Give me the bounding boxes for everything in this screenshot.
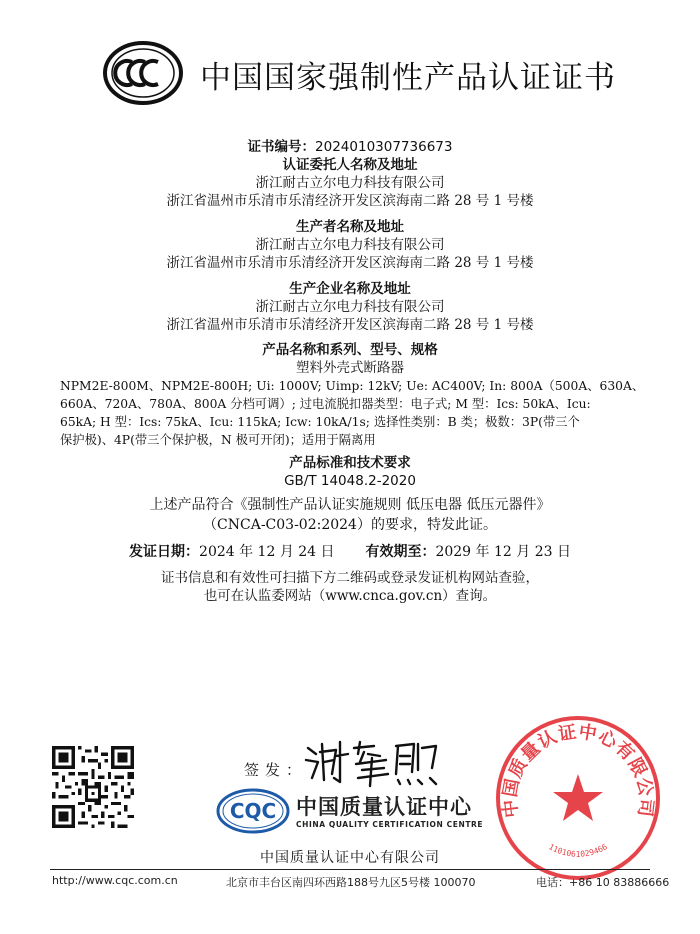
product-scope-line: 保护极)、4P(带三个保护极，N 极可开闭)；适用于隔离用 — [60, 433, 376, 447]
manufacturer-address: 浙江省温州市乐清市乐清经济开发区滨海南二路 28 号 1 号楼 — [166, 255, 534, 271]
manufacturer-heading: 生产者名称及地址 — [296, 219, 404, 235]
certificate-number — [0, 135, 700, 155]
footer-divider — [50, 869, 650, 870]
verification-notice: 证书信息和有效性可扫描下方二维码或登录发证机构网站查验， — [161, 570, 539, 586]
certificate-number-label: 证书编号： — [247, 139, 316, 155]
footer-address: 北京市丰台区南四环西路188号九区5号楼 100070 — [226, 876, 476, 889]
product-scope-line: 65kA; H 型：Ics: 75kA、Icu: 115kA; Icw: 10kA/1s; 选择性类别：B 类；极数：3P(带三个 — [60, 415, 580, 429]
certificate-number-value: 2024010307736673 — [315, 139, 453, 155]
manufacturer-name: 浙江耐古立尔电力科技有限公司 — [255, 237, 445, 253]
product-scope-line: 660A、720A、780A、800A 分档可调）; 过电流脱扣器类型：电子式; M 型：Ics: 50kA、Icu: — [60, 397, 591, 411]
svg-text:CQC: CQC — [229, 799, 277, 823]
product-heading: 产品名称和系列、型号、规格 — [262, 342, 438, 358]
issue-date-label: 发证日期： — [129, 544, 200, 560]
factory-heading: 生产企业名称及地址 — [289, 281, 411, 297]
applicant-address: 浙江省温州市乐清市乐清经济开发区滨海南二路 28 号 1 号楼 — [166, 193, 534, 209]
standard-heading: 产品标准和技术要求 — [289, 455, 411, 471]
handwritten-signature — [302, 734, 452, 790]
product-name: 塑料外壳式断路器 — [296, 360, 404, 376]
applicant-name: 浙江耐古立尔电力科技有限公司 — [255, 175, 445, 191]
certificate-title: 中国国家强制性产品认证证书 — [200, 60, 616, 96]
conformity-statement: 上述产品符合《强制性产品认证实施规则 低压电器 低压元器件》 — [149, 497, 551, 513]
issuer-org-name: 中国质量认证中心有限公司 — [260, 850, 440, 866]
cqc-logo — [216, 788, 290, 834]
svg-text:中国质量认证中心有限公司: 中国质量认证中心有限公司 — [499, 721, 657, 819]
footer-website[interactable]: http://www.cqc.com.cn — [52, 874, 178, 887]
footer-phone: 电话：+86 10 83886666 — [536, 876, 670, 889]
issuer-name-cn: 中国质量认证中心 — [296, 795, 472, 819]
product-scope-line: NPM2E-800M、NPM2E-800H; Ui: 1000V; Uimp: 12kV; Ue: AC400V; In: 800A（500A、630A、 — [60, 379, 645, 393]
issue-date-value: 2024 年 12 月 24 日 — [199, 544, 335, 560]
expiry-date-label: 有效期至： — [365, 544, 436, 560]
verification-notice-2: 也可在认监委网站（www.cnca.gov.cn）查询。 — [203, 588, 497, 604]
issuer-name-en: CHINA QUALITY CERTIFICATION CENTRE — [296, 820, 484, 829]
factory-name: 浙江耐古立尔电力科技有限公司 — [255, 299, 445, 315]
svg-text:1101061029466: 1101061029466 — [547, 842, 609, 859]
expiry-date-value: 2029 年 12 月 23 日 — [435, 544, 571, 560]
conformity-statement-2: （CNCA-C03-02:2024）的要求，特发此证。 — [203, 517, 497, 533]
qr-code[interactable] — [52, 746, 134, 828]
applicant-heading: 认证委托人名称及地址 — [282, 157, 418, 173]
standard-value: GB/T 14048.2-2020 — [284, 473, 416, 489]
signature-label: 签发： — [244, 761, 308, 779]
dates-row — [0, 541, 700, 561]
factory-address: 浙江省温州市乐清市乐清经济开发区滨海南二路 28 号 1 号楼 — [166, 317, 534, 333]
ccc-logo — [102, 40, 184, 106]
